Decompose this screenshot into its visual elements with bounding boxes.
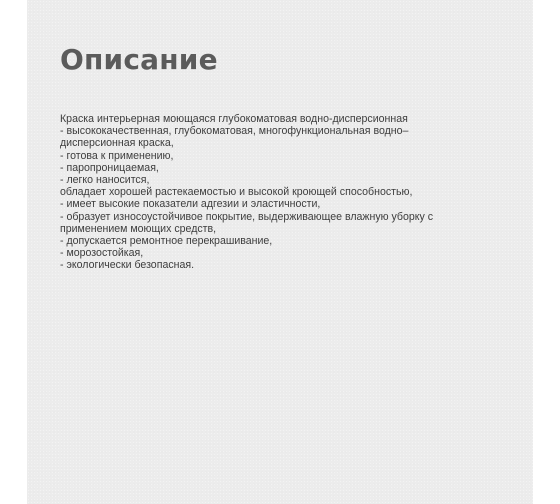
description-line: - экологически безопасная. (60, 259, 195, 272)
description-line: применением моющих средств, (60, 222, 217, 235)
description-line: - имеет высокие показатели адгезии и эластичности, (60, 198, 321, 211)
description-line: - образует износоустойчивое покрытие, выдерживающее влажную уборку с (60, 210, 434, 223)
description-line: - высококачественная, глубокоматовая, многофункциональная водно– (60, 125, 409, 138)
description-line: - допускается ремонтное перекрашивание, (60, 235, 273, 248)
description-line: обладает хорошей растекаемостью и высокой кроющей способностью, (60, 186, 413, 199)
description-line: дисперсионная краска, (60, 137, 174, 150)
description-line: - готова к применению, (60, 149, 174, 162)
description-text (60, 113, 510, 272)
description-line: - легко наносится, (60, 174, 150, 187)
description-line: - морозостойкая, (60, 247, 144, 260)
section-title: Описание (60, 43, 218, 76)
description-line: Краска интерьерная моющаяся глубокоматовая водно-дисперсионная (60, 113, 408, 125)
description-line: - паропроницаемая, (60, 161, 159, 174)
